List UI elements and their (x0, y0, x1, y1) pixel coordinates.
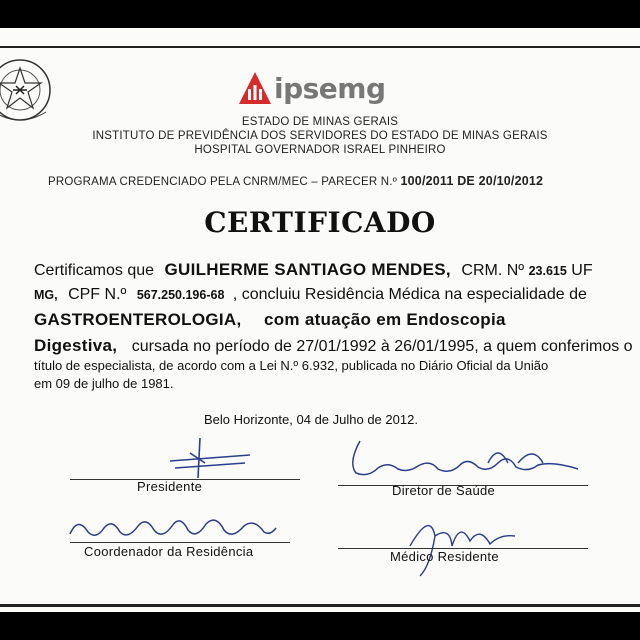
crm-uf: UF (571, 262, 593, 279)
body-line-2-text: , concluiu Residência Médica na especialidade de (232, 286, 587, 303)
program-number: 100/2011 DE 20/10/2012 (400, 174, 544, 188)
place-and-date: Belo Horizonte, 04 de Julho de 2012. (204, 412, 418, 427)
program-accreditation (48, 174, 543, 188)
header-hospital: HOSPITAL GOVERNADOR ISRAEL PINHEIRO (194, 144, 446, 156)
body-line-2 (34, 286, 604, 304)
body-line-3 (34, 310, 604, 330)
coordinator-label: Coordenador da Residência (84, 544, 254, 559)
body-intro: Certificamos que (34, 262, 155, 279)
president-label: Presidente (137, 479, 203, 494)
top-border-line (0, 46, 640, 48)
cpf-number: 567.250.196-68 (136, 288, 225, 302)
director-label: Diretor de Saúde (392, 483, 496, 498)
resident-label: Médico Residente (390, 549, 499, 564)
crm-number: 23.615 (528, 264, 567, 278)
body-line-5: título de especialista, de acordo com a Lei N.º 6.932, publicada no Diário Oficial da União (34, 358, 549, 373)
area-prefix: com atuação em Endoscopia (263, 310, 506, 329)
state-uf: MG, (34, 288, 58, 302)
recipient-name: GUILHERME SANTIAGO MENDES, (164, 260, 451, 279)
logo-text: ipsemg (274, 71, 386, 105)
crm-label: CRM. Nº (461, 262, 525, 279)
president-signature (150, 433, 260, 483)
director-signature (338, 433, 588, 488)
bottom-border-line (0, 604, 640, 607)
program-prefix: PROGRAMA CREDENCIADO PELA CNRM/MEC – PARECER N.º (48, 176, 398, 188)
specialty: GASTROENTEROLOGIA, (34, 310, 242, 329)
cpf-label: CPF N.º (68, 286, 127, 303)
header-state: ESTADO DE MINAS GERAIS (241, 116, 399, 128)
body-line-4 (34, 336, 633, 356)
period-text: cursada no período de 27/01/1992 à 26/01/1995, a quem conferimos o (131, 338, 633, 355)
body-line-6: em 09 de julho de 1981. (34, 376, 174, 391)
coordinator-signature (68, 506, 278, 546)
area-suffix: Digestiva, (34, 336, 118, 355)
certificate-title: CERTIFICADO (204, 206, 436, 239)
coordinator-signature-line (70, 542, 290, 543)
certificate-page (0, 28, 640, 612)
ipsemg-logo-mark-icon (238, 71, 272, 105)
resident-signature (390, 506, 530, 586)
body-line-1 (34, 260, 604, 280)
ipsemg-logo (238, 68, 386, 108)
header-institute: INSTITUTO DE PREVIDÊNCIA DOS SERVIDORES DO ESTADO DE MINAS GERAIS (92, 130, 548, 142)
